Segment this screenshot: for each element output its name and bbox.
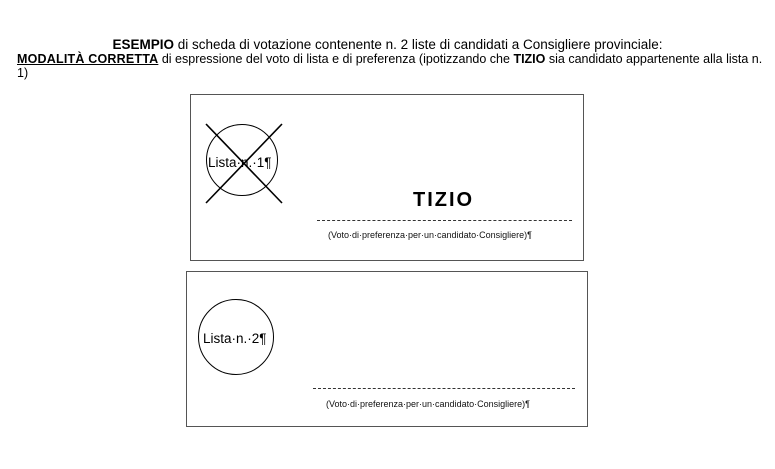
description-part-2: sia candidato appartenente alla lista n. 1): [17, 52, 763, 80]
correct-mode-label: MODALITÀ CORRETTA: [17, 52, 159, 66]
ballot-list-2: [186, 271, 588, 427]
preference-dotted-line[interactable]: [317, 220, 572, 221]
list-label: Lista·n.·1¶: [208, 155, 272, 170]
candidate-name-inline: TIZIO: [513, 52, 546, 66]
example-heading: [0, 37, 775, 52]
preference-candidate-name: TIZIO: [413, 189, 475, 211]
preference-dotted-line[interactable]: [313, 388, 575, 389]
voting-mode-description: [17, 52, 767, 80]
list-label: Lista·n.·2¶: [203, 331, 267, 346]
vote-cross-mark: [204, 122, 284, 205]
ballot-list-1: [190, 94, 584, 261]
heading-text: di scheda di votazione contenente n. 2 liste di candidati a Consigliere provinciale:: [173, 37, 663, 52]
preference-note: (Voto·di·preferenza·per·un·candidato·Consigliere)¶: [326, 399, 530, 409]
description-part-1: di espressione del voto di lista e di preferenza (ipotizzando che: [158, 52, 514, 66]
preference-note: (Voto·di·preferenza·per·un·candidato·Consigliere)¶: [328, 230, 532, 240]
heading-bold-label: ESEMPIO: [112, 37, 174, 52]
